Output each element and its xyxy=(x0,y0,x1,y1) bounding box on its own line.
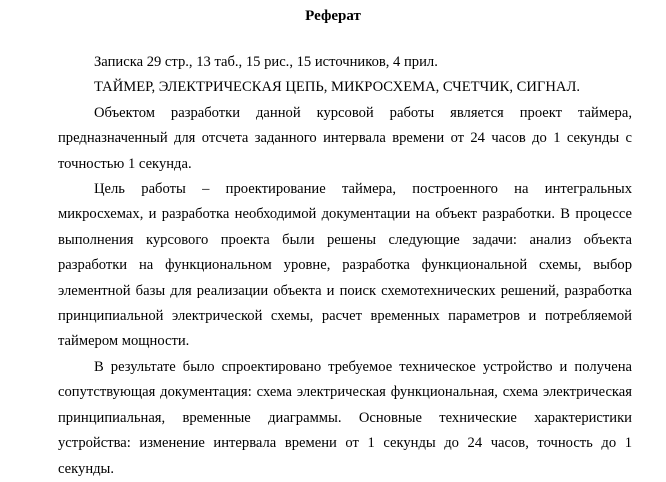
paragraph-summary: Записка 29 стр., 13 таб., 15 рис., 15 источников, 4 прил. xyxy=(94,54,438,70)
paragraph-object: Объектом разработки данной курсовой работы является проект таймера, предназначенный для отсчета заданного интервала времени от 24 часов до 1 секунды с точностью 1 секунда. xyxy=(58,104,632,172)
paragraph-result: В результате было спроектировано требуемое техническое устройство и получена сопутствующая документация: схема электрическая функциональная, схема электрическая принципиальная, временные диаграммы. Основные технические характеристики устройства: изменение интервала времени от 1 секунды до 24 часов, точность до 1 секунды. xyxy=(58,358,632,477)
document-title: Реферат xyxy=(305,8,361,24)
document-body xyxy=(58,50,632,482)
paragraph-keywords: ТАЙМЕР, ЭЛЕКТРИЧЕСКАЯ ЦЕПЬ, МИКРОСХЕМА, СЧЕТЧИК, СИГНАЛ. xyxy=(94,79,580,96)
paragraph-goal: Цель работы – проектирование таймера, построенного на интегральных микросхемах, и разработка необходимой документации на объект разработки. В процессе выполнения курсового проекта были решены следующие задачи: анализ объекта разработки на функциональном уровне, разработка функциональной схемы, выбор элементной базы для реализации объекта и поиск схемотехнических решений, разработка принципиальной электрической схемы, расчет временных параметров и потребляемой таймером мощности. xyxy=(58,181,632,350)
